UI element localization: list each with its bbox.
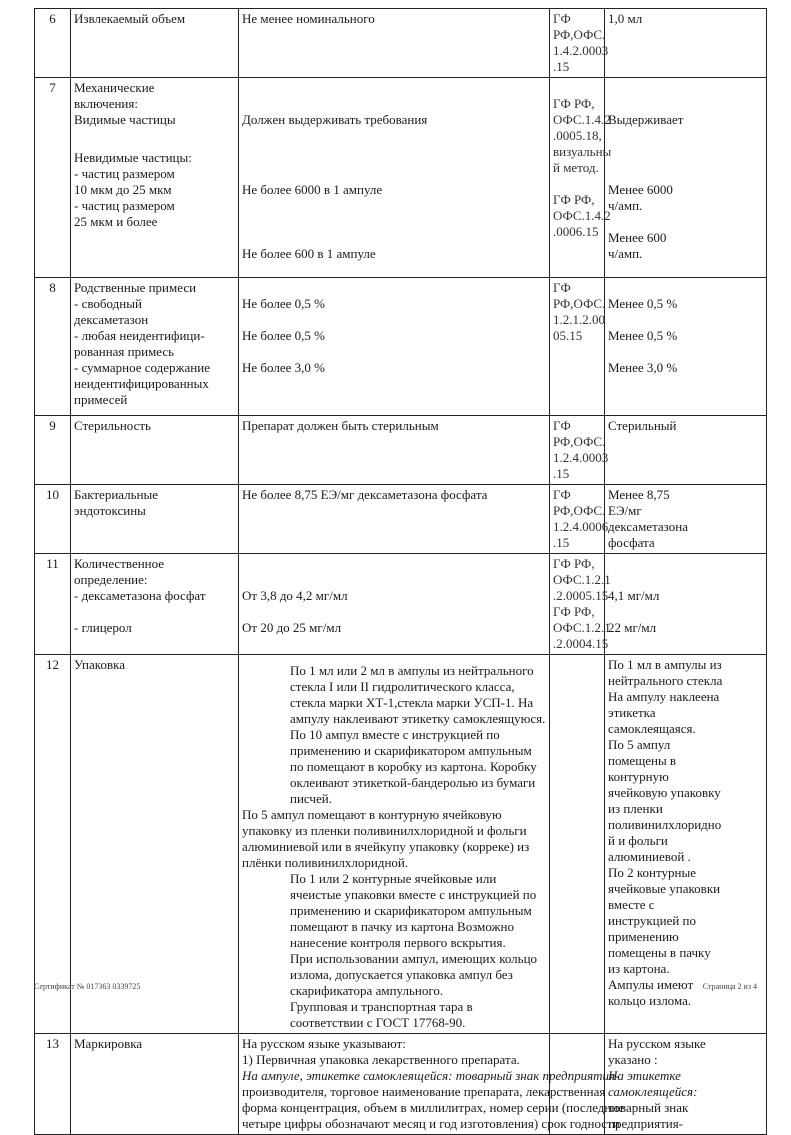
- requirement: Должен выдерживать требования Не более 6000 в 1 ампуле Не более 600 в 1 ампуле: [239, 78, 550, 278]
- requirement: Не менее номинального: [239, 9, 550, 78]
- result: 4,1 мг/мл 22 мг/мл: [605, 554, 767, 655]
- result: По 1 мл в ампулы из нейтрального стекла На ампулу наклеена этикетка самоклеящаяся. По 5 ампул помещены в контурную ячейковую упаковку из пленки поливинилхлоридно й и фольги алюминиевой . По 2 контурные ячейковые упаковки вместе с инструкцией по применению помещены в пачку из картона. Ампулы имеют кольцо излома.: [605, 655, 767, 1034]
- requirement: Не более 0,5 % Не более 0,5 % Не более 3,0 %: [239, 278, 550, 416]
- requirement: От 3,8 до 4,2 мг/мл От 20 до 25 мг/мл: [239, 554, 550, 655]
- row-number: 11: [35, 554, 71, 655]
- footer-certificate: Сертификат № 017363 0339725: [34, 982, 141, 991]
- test-method: ГФ РФ, ОФС.1.2.1 .2.0005.15 ГФ РФ, ОФС.1.2.1 .2.0004.15: [550, 554, 605, 655]
- test-method: ГФ РФ,ОФС. 1.2.4.0006 .15: [550, 485, 605, 554]
- row-number: 9: [35, 416, 71, 485]
- indicator-name: Извлекаемый объем: [71, 9, 239, 78]
- table-row: [35, 78, 767, 278]
- row-number: 6: [35, 9, 71, 78]
- table-row: [35, 9, 767, 78]
- table-row: [35, 655, 767, 1034]
- test-method: ГФ РФ, ОФС.1.4.2 .0005.18, визуальны й метод. ГФ РФ, ОФС.1.4.2 .0006.15: [550, 78, 605, 278]
- requirement: По 1 мл или 2 мл в ампулы из нейтрального стекла I или II гидролитического класса, стекла марки ХТ-1,стекла марки УСП-1. На ампулу наклеивают этикетку самоклеящуюся. По 10 ампул вместе с инструкцией по применению и скарификатором ампульным по помещают в коробку из картона. Коробку оклеивают этикеткой-бандеролью из бумаги писчей. По 5 ампул помещают в контурную ячейковую упаковку из пленки поливинилхлоридной и фольги алюминиевой или в ячейкупу упаковку (корреке) из плёнки поливинилхлоридной. По 1 или 2 контурные ячейковые или ячеистые упаковки вместе с инструкцией по применению и скарификатором ампульным помещают в пачку из картона Возможно нанесение контроля первого вскрытия. При использовании ампул, имеющих кольцо излома, допускается упаковка ампул без скарификатора ампульного. Групповая и транспортная тара в соответствии с ГОСТ 17768-90.: [239, 655, 550, 1034]
- test-method: ГФ РФ,ОФС. 1.2.4.0003 .15: [550, 416, 605, 485]
- result: На русском языке указано : На этикетке самоклеящейся: товарный знак предприятия-: [605, 1034, 767, 1135]
- specification-table: [34, 8, 767, 1135]
- indicator-name: Родственные примеси - свободный дексаметазон - любая неидентифици- рованная примесь - суммарное содержание неидентифицированных примесей: [71, 278, 239, 416]
- requirement: Препарат должен быть стерильным: [239, 416, 550, 485]
- row-number: 13: [35, 1034, 71, 1135]
- test-method: ГФ РФ,ОФС. 1.2.1.2.00 05.15: [550, 278, 605, 416]
- table-row: [35, 554, 767, 655]
- indicator-name: Маркировка: [71, 1034, 239, 1135]
- row-number: 7: [35, 78, 71, 278]
- table-row: [35, 485, 767, 554]
- result: Менее 0,5 % Менее 0,5 % Менее 3,0 %: [605, 278, 767, 416]
- footer-page-number: Страница 2 из 4: [702, 982, 757, 991]
- test-method: [550, 655, 605, 1034]
- indicator-name: Бактериальные эндотоксины: [71, 485, 239, 554]
- result: Выдерживает Менее 6000 ч/амп. Менее 600 ч/амп.: [605, 78, 767, 278]
- table-row: [35, 1034, 767, 1135]
- row-number: 12: [35, 655, 71, 1034]
- indicator-name: Упаковка: [71, 655, 239, 1034]
- indicator-name: Стерильность: [71, 416, 239, 485]
- requirement: На русском языке указывают: 1) Первичная упаковка лекарственного препарата. На ампуле, этикетке самоклеящейся: товарный знак предприятия- производителя, торговое наименование препарата, лекарственная форма концентрация, объем в миллилитрах, номер серии (последние четыре цифры обозначают месяц и год изготовления) срок годности: [239, 1034, 550, 1135]
- result: Стерильный: [605, 416, 767, 485]
- table-row: [35, 416, 767, 485]
- row-number: 8: [35, 278, 71, 416]
- indicator-name: Механические включения: Видимые частицы Невидимые частицы: - частиц размером 10 мкм до 25 мкм - частиц размером 25 мкм и более: [71, 78, 239, 278]
- row-number: 10: [35, 485, 71, 554]
- requirement: Не более 8,75 ЕЭ/мг дексаметазона фосфата: [239, 485, 550, 554]
- result: 1,0 мл: [605, 9, 767, 78]
- result: Менее 8,75 ЕЭ/мг дексаметазона фосфата: [605, 485, 767, 554]
- table-row: [35, 278, 767, 416]
- indicator-name: Количественное определение: - дексаметазона фосфат - глицерол: [71, 554, 239, 655]
- test-method: ГФ РФ,ОФС. 1.4.2.0003 .15: [550, 9, 605, 78]
